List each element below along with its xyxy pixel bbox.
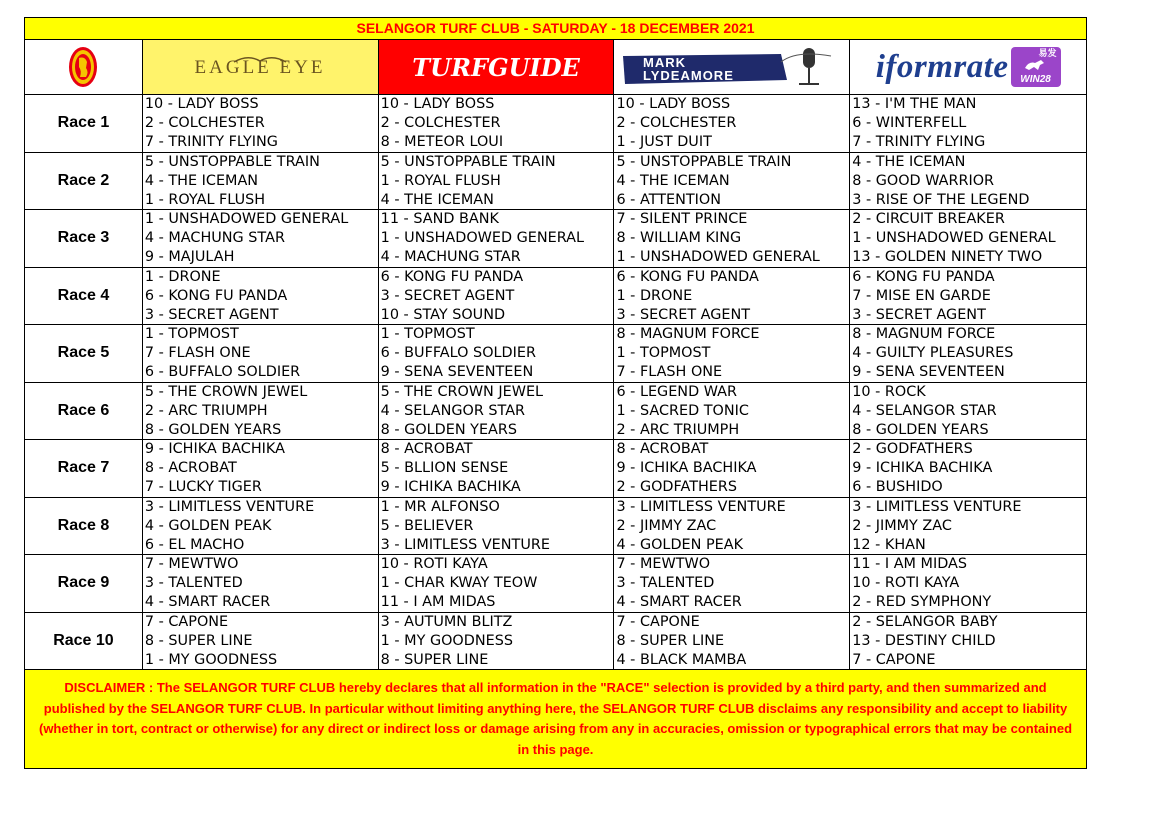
pick-entry: 6 - BUFFALO SOLDIER [144, 364, 301, 380]
mark-lydeamore-picks-cell [614, 383, 850, 440]
pick-entry: 7 - CAPONE [616, 613, 700, 630]
mark-lydeamore-picks-cell [614, 440, 850, 497]
pick-entry: 7 - FLASH ONE [616, 364, 723, 380]
mark-lydeamore-picks-cell [614, 613, 850, 670]
microphone-icon [781, 48, 831, 84]
pick-entry: 4 - SELANGOR STAR [852, 402, 997, 419]
turfguide-picks-cell [379, 268, 615, 325]
mark-lydeamore-picks-cell [614, 555, 850, 612]
race-label: Race 9 [25, 555, 143, 612]
eagle-eye-picks-cell [143, 440, 379, 497]
pick-entry: 4 - GOLDEN PEAK [616, 536, 744, 553]
mark-lydeamore-picks-cell [614, 153, 850, 210]
pick-entry: 9 - MAJULAH [144, 249, 235, 265]
pick-entry: 7 - MEWTWO [616, 556, 711, 572]
pick-entry: 6 - BUSHIDO [852, 479, 943, 495]
turfguide-picks-cell [379, 555, 615, 612]
race-label: Race 8 [25, 498, 143, 555]
pick-entry: 8 - WILLIAM KING [616, 230, 742, 246]
eagle-eye-picks-cell [143, 613, 379, 670]
pick-entry: 1 - UNSHADOWED GENERAL [852, 230, 1056, 246]
pick-entry: 8 - GOLDEN YEARS [380, 421, 518, 438]
pick-entry: 1 - TOPMOST [380, 326, 475, 342]
pick-entry: 4 - GUILTY PLEASURES [852, 345, 1014, 361]
eagle-eye-picks-cell [143, 555, 379, 612]
pick-entry: 10 - ROCK [852, 383, 926, 400]
eagle-eye-label: EAGLE EYE [194, 57, 326, 78]
win28-badge-label: WIN28 [1020, 74, 1051, 85]
pick-entry: 10 - LADY BOSS [616, 96, 731, 112]
pick-entry: 1 - UNSHADOWED GENERAL [616, 249, 820, 265]
club-logo-cell [25, 40, 143, 94]
race-row [25, 613, 1087, 671]
pick-entry: 6 - LEGEND WAR [616, 383, 738, 400]
page-title: SELANGOR TURF CLUB - SATURDAY - 18 DECEMBER 2021 [25, 18, 1087, 40]
pick-entry: 9 - ICHIKA BACHIKA [144, 441, 285, 457]
pick-entry: 5 - THE CROWN JEWEL [144, 383, 308, 400]
pick-entry: 10 - LADY BOSS [144, 96, 259, 112]
eagle-eye-picks-cell [143, 325, 379, 382]
iformrate-picks-cell [850, 440, 1087, 497]
pick-entry: 1 - CHAR KWAY TEOW [380, 575, 538, 591]
pick-entry: 7 - LUCKY TIGER [144, 479, 262, 495]
pick-entry: 2 - GODFATHERS [616, 479, 738, 495]
pick-entry: 8 - GOOD WARRIOR [852, 172, 995, 189]
pick-entry: 10 - LADY BOSS [380, 96, 495, 112]
eagle-eye-picks-cell [143, 95, 379, 152]
pick-entry: 6 - ATTENTION [616, 191, 721, 208]
turfguide-picks-cell [379, 613, 615, 670]
pick-entry: 4 - SMART RACER [616, 594, 742, 610]
iformrate-picks-cell [850, 153, 1087, 210]
pick-entry: 4 - THE ICEMAN [380, 191, 494, 208]
turfguide-picks-cell [379, 95, 615, 152]
pick-entry: 1 - TOPMOST [616, 345, 711, 361]
pick-entry: 8 - MAGNUM FORCE [852, 326, 996, 342]
race-label: Race 3 [25, 210, 143, 267]
pick-entry: 1 - ROYAL FLUSH [380, 172, 501, 189]
eagle-eye-picks-cell [143, 383, 379, 440]
pick-entry: 1 - TOPMOST [144, 326, 239, 342]
iformrate-picks-cell [850, 325, 1087, 382]
pick-entry: 6 - KONG FU PANDA [616, 268, 759, 285]
race-row [25, 555, 1087, 613]
pick-entry: 3 - TALENTED [616, 575, 715, 591]
pick-entry: 9 - ICHIKA BACHIKA [616, 460, 757, 476]
pick-entry: 2 - CIRCUIT BREAKER [852, 211, 1005, 227]
pick-entry: 1 - DRONE [616, 287, 693, 304]
lydeamore-label: LYDEAMORE [642, 68, 734, 83]
race-row [25, 210, 1087, 268]
pick-entry: 4 - THE ICEMAN [616, 172, 730, 189]
pick-entry: 6 - KONG FU PANDA [380, 268, 524, 285]
pick-entry: 2 - RED SYMPHONY [852, 594, 992, 610]
pick-entry: 7 - CAPONE [144, 613, 229, 630]
pick-entry: 8 - GOLDEN YEARS [144, 421, 282, 438]
pick-entry: 6 - KONG FU PANDA [852, 268, 995, 285]
selangor-turf-club-logo-icon [68, 46, 98, 88]
horse-icon [1023, 58, 1047, 72]
pick-entry: 1 - UNSHADOWED GENERAL [144, 211, 349, 227]
pick-entry: 13 - GOLDEN NINETY TWO [852, 249, 1043, 265]
race-row [25, 153, 1087, 211]
win28-badge-top-text: 易发 [1038, 48, 1057, 58]
pick-entry: 4 - THE ICEMAN [852, 153, 966, 170]
iformrate-logo-cell [850, 40, 1087, 94]
pick-entry: 10 - STAY SOUND [380, 306, 506, 323]
pick-entry: 2 - SELANGOR BABY [852, 613, 998, 630]
pick-entry: 3 - LIMITLESS VENTURE [144, 498, 315, 515]
mark-lydeamore-logo-cell [614, 40, 850, 94]
iformrate-picks-cell [850, 268, 1087, 325]
mark-lydeamore-picks-cell [614, 210, 850, 267]
pick-entry: 5 - BLLION SENSE [380, 460, 509, 476]
eagle-eye-picks-cell [143, 210, 379, 267]
race-row [25, 95, 1087, 153]
mark-lydeamore-picks-cell [614, 268, 850, 325]
pick-entry: 7 - FLASH ONE [144, 345, 251, 361]
turfguide-logo-cell [379, 40, 615, 94]
pick-entry: 3 - SECRET AGENT [852, 306, 986, 323]
pick-entry: 3 - SECRET AGENT [144, 306, 279, 323]
pick-entry: 5 - UNSTOPPABLE TRAIN [380, 153, 556, 170]
pick-entry: 2 - COLCHESTER [144, 115, 265, 131]
pick-entry: 1 - MY GOODNESS [144, 651, 278, 668]
pick-entry: 8 - SUPER LINE [616, 632, 725, 649]
mark-lydeamore-picks-cell [614, 95, 850, 152]
pick-entry: 11 - I AM MIDAS [852, 556, 968, 572]
iformrate-picks-cell [850, 555, 1087, 612]
pick-entry: 5 - BELIEVER [380, 517, 474, 534]
pick-entry: 2 - COLCHESTER [380, 115, 501, 131]
pick-entry: 2 - COLCHESTER [616, 115, 737, 131]
race-label: Race 1 [25, 95, 143, 152]
eagle-eye-picks-cell [143, 153, 379, 210]
turfguide-picks-cell [379, 383, 615, 440]
turfguide-logo: TURFGUIDE [412, 52, 580, 82]
eagle-eye-logo-cell [143, 40, 379, 94]
iformrate-picks-cell [850, 498, 1087, 555]
pick-entry: 8 - ACROBAT [380, 441, 473, 457]
pick-entry: 6 - KONG FU PANDA [144, 287, 288, 304]
race-row [25, 268, 1087, 326]
pick-entry: 1 - SACRED TONIC [616, 402, 749, 419]
pick-entry: 4 - SELANGOR STAR [380, 402, 526, 419]
iformrate-picks-cell [850, 210, 1087, 267]
pick-entry: 5 - UNSTOPPABLE TRAIN [616, 153, 792, 170]
iformrate-logo [876, 47, 1061, 87]
disclaimer: DISCLAIMER : The SELANGOR TURF CLUB hereby declares that all information in the "RACE" selection is provided by a third party, and then summarized and published by the SELANGOR TURF CLUB. In particular without limiting anything here, the SELANGOR TURF CLUB disclaims any responsibility and accept to liability (whether in tort, contract or otherwise) for any direct or indirect loss or damage arising from any in accuracies, omission or typographical errors that may be contained in this page. [25, 670, 1087, 769]
iformrate-picks-cell [850, 613, 1087, 670]
turfguide-picks-cell [379, 153, 615, 210]
race-label: Race 2 [25, 153, 143, 210]
race-table [25, 95, 1087, 670]
pick-entry: 5 - UNSTOPPABLE TRAIN [144, 153, 320, 170]
pick-entry: 3 - LIMITLESS VENTURE [616, 498, 786, 515]
eagle-eye-picks-cell [143, 268, 379, 325]
pick-entry: 3 - LIMITLESS VENTURE [852, 498, 1022, 515]
eagle-eye-picks-cell [143, 498, 379, 555]
pick-entry: 4 - GOLDEN PEAK [144, 517, 272, 534]
pick-entry: 6 - EL MACHO [144, 536, 245, 553]
turfguide-picks-cell [379, 210, 615, 267]
pick-entry: 6 - BUFFALO SOLDIER [380, 345, 536, 361]
race-row [25, 383, 1087, 441]
race-label: Race 10 [25, 613, 143, 670]
pick-entry: 13 - DESTINY CHILD [852, 632, 996, 649]
mark-lydeamore-picks-cell [614, 325, 850, 382]
race-label: Race 6 [25, 383, 143, 440]
pick-entry: 2 - JIMMY ZAC [616, 517, 717, 534]
pick-entry: 7 - MEWTWO [144, 556, 239, 572]
mark-label: MARK [642, 55, 686, 70]
pick-entry: 1 - MR ALFONSO [380, 498, 500, 515]
pick-entry: 4 - MACHUNG STAR [144, 230, 285, 246]
iformrate-picks-cell [850, 95, 1087, 152]
pick-entry: 8 - ACROBAT [144, 460, 237, 476]
pick-entry: 4 - BLACK MAMBA [616, 651, 747, 668]
turfguide-picks-cell [379, 325, 615, 382]
pick-entry: 7 - TRINITY FLYING [852, 134, 986, 150]
pick-entry: 7 - SILENT PRINCE [616, 211, 748, 227]
pick-entry: 7 - MISE EN GARDE [852, 287, 991, 304]
pick-entry: 1 - MY GOODNESS [380, 632, 513, 649]
race-row [25, 325, 1087, 383]
pick-entry: 8 - SUPER LINE [144, 632, 253, 649]
pick-entry: 2 - ARC TRIUMPH [144, 402, 268, 419]
pick-entry: 3 - LIMITLESS VENTURE [380, 536, 550, 553]
pick-entry: 10 - ROTI KAYA [380, 556, 488, 572]
pick-entry: 4 - SMART RACER [144, 594, 271, 610]
pick-entry: 3 - SECRET AGENT [616, 306, 751, 323]
race-label: Race 4 [25, 268, 143, 325]
pick-entry: 13 - I'M THE MAN [852, 96, 977, 112]
race-row [25, 440, 1087, 498]
pick-entry: 9 - SENA SEVENTEEN [852, 364, 1005, 380]
pick-entry: 1 - ROYAL FLUSH [144, 191, 266, 208]
pick-entry: 9 - ICHIKA BACHIKA [852, 460, 993, 476]
turfguide-picks-cell [379, 498, 615, 555]
pick-entry: 4 - THE ICEMAN [144, 172, 259, 189]
pick-entry: 8 - GOLDEN YEARS [852, 421, 989, 438]
tipster-logo-row [25, 40, 1087, 95]
pick-entry: 4 - MACHUNG STAR [380, 249, 521, 265]
pick-entry: 11 - I AM MIDAS [380, 594, 496, 610]
pick-entry: 12 - KHAN [852, 536, 926, 553]
turfguide-picks-cell [379, 440, 615, 497]
iformrate-label: iformrate [875, 48, 1009, 85]
race-label: Race 5 [25, 325, 143, 382]
pick-entry: 3 - TALENTED [144, 575, 243, 591]
iformrate-picks-cell [850, 383, 1087, 440]
pick-entry: 7 - TRINITY FLYING [144, 134, 278, 150]
tips-sheet [24, 17, 1087, 769]
mark-lydeamore-logo [621, 44, 843, 90]
eagle-eye-logo [176, 52, 344, 82]
win28-badge [1011, 47, 1061, 87]
pick-entry: 1 - UNSHADOWED GENERAL [380, 230, 585, 246]
pick-entry: 2 - GODFATHERS [852, 441, 973, 457]
pick-entry: 9 - ICHIKA BACHIKA [380, 479, 521, 495]
pick-entry: 3 - SECRET AGENT [380, 287, 515, 304]
pick-entry: 8 - SUPER LINE [380, 651, 489, 668]
pick-entry: 2 - JIMMY ZAC [852, 517, 952, 534]
pick-entry: 5 - THE CROWN JEWEL [380, 383, 544, 400]
mark-lydeamore-picks-cell [614, 498, 850, 555]
race-label: Race 7 [25, 440, 143, 497]
pick-entry: 10 - ROTI KAYA [852, 575, 960, 591]
pick-entry: 9 - SENA SEVENTEEN [380, 364, 534, 380]
pick-entry: 3 - AUTUMN BLITZ [380, 613, 513, 630]
pick-entry: 1 - JUST DUIT [616, 134, 712, 150]
pick-entry: 6 - WINTERFELL [852, 115, 967, 131]
pick-entry: 8 - MAGNUM FORCE [616, 326, 760, 342]
pick-entry: 11 - SAND BANK [380, 211, 499, 227]
pick-entry: 7 - CAPONE [852, 651, 936, 668]
pick-entry: 3 - RISE OF THE LEGEND [852, 191, 1030, 208]
pick-entry: 8 - METEOR LOUI [380, 134, 504, 150]
pick-entry: 1 - DRONE [144, 268, 221, 285]
pick-entry: 8 - ACROBAT [616, 441, 709, 457]
pick-entry: 2 - ARC TRIUMPH [616, 421, 740, 438]
race-row [25, 498, 1087, 556]
